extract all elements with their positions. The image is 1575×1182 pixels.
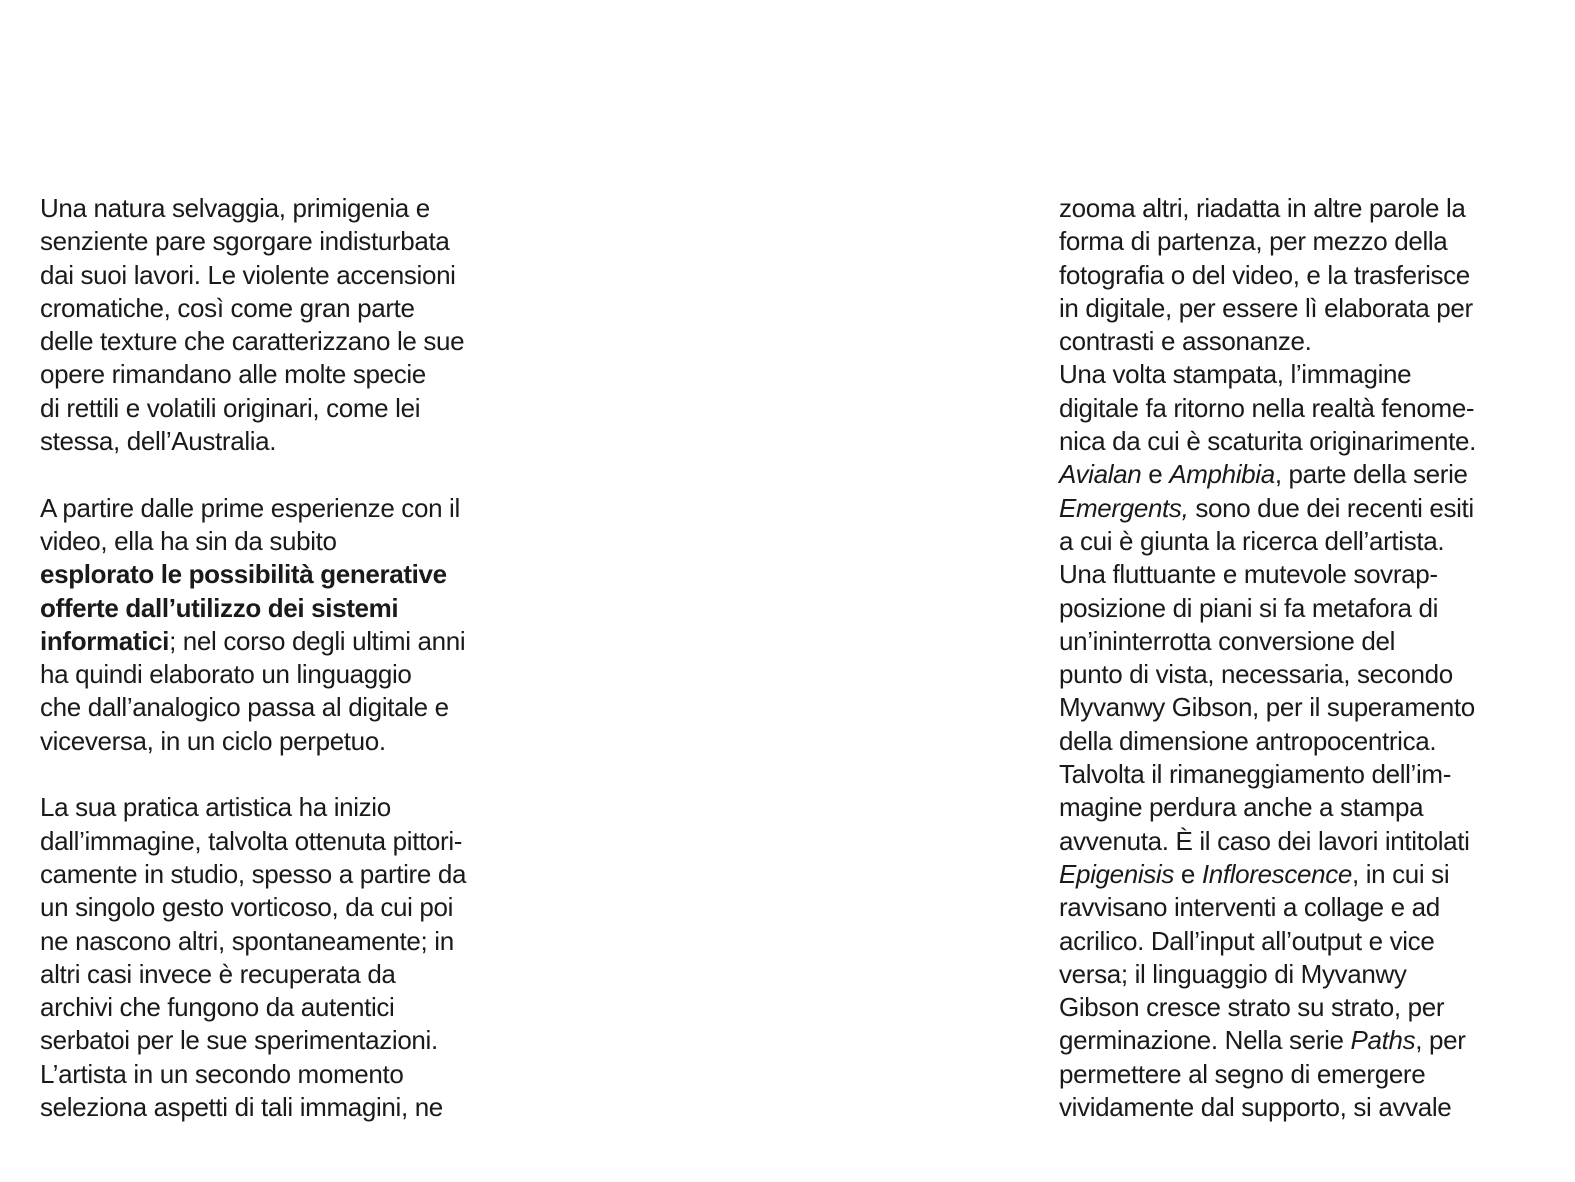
text-run: Talvolta il rimaneggiamento dell’im- (1059, 759, 1452, 790)
text-line (1059, 259, 1549, 292)
text-run: Una natura selvaggia, primigenia e (40, 193, 430, 223)
bold-text: informatici (40, 625, 170, 656)
text-line (1059, 925, 1549, 958)
text-line (1059, 392, 1549, 425)
text-line (40, 592, 530, 625)
text-line (40, 825, 530, 858)
text-run: camente in studio, spesso a partire da (40, 858, 467, 889)
text-run: opere rimandano alle molte specie (40, 359, 426, 390)
text-run: ne nascono altri, spontaneamente; in (40, 925, 454, 956)
text-run: sono due dei recenti esiti (1188, 492, 1474, 523)
text-run: posizione di piani si fa metafora di (1059, 592, 1439, 623)
paragraph-gap (40, 758, 530, 791)
text-line (40, 1091, 530, 1124)
text-line (40, 192, 530, 225)
text-line (1059, 991, 1549, 1024)
text-run: , in cui si (1351, 858, 1450, 889)
text-line (40, 425, 530, 458)
italic-title: Epigenisis (1059, 858, 1175, 889)
text-line (40, 791, 530, 824)
text-run: un singolo gesto vorticoso, da cui poi (40, 892, 454, 923)
text-run: permettere al segno di emergere (1059, 1058, 1426, 1089)
text-run: altri casi invece è recuperata da (40, 958, 396, 989)
text-line (40, 525, 530, 558)
text-run: serbatoi per le sue sperimentazioni. (40, 1025, 438, 1056)
text-run: seleziona aspetti di tali immagini, ne (40, 1092, 443, 1123)
text-run: magine perdura anche a stampa (1059, 792, 1424, 823)
text-line (40, 225, 530, 258)
text-line (40, 725, 530, 758)
text-line (1059, 425, 1549, 458)
text-run: Una fluttuante e mutevole sovrap- (1059, 559, 1438, 590)
text-line (40, 691, 530, 724)
text-line (40, 259, 530, 292)
text-run: stessa, dell’Australia. (40, 426, 277, 457)
text-run: fotografia o del video, e la trasferisce (1059, 259, 1470, 290)
text-line (1059, 691, 1549, 724)
italic-title: Amphibia (1169, 459, 1275, 490)
text-line (40, 558, 530, 591)
text-line (1059, 891, 1549, 924)
text-line (1059, 625, 1549, 658)
text-run: archivi che fungono da autentici (40, 992, 395, 1023)
text-run: ravvisano interventi a collage e ad (1059, 892, 1440, 923)
text-run: punto di vista, necessaria, secondo (1059, 659, 1453, 690)
text-run: cromatiche, così come gran parte (40, 292, 415, 323)
text-run: in digitale, per essere lì elaborata per (1059, 292, 1473, 323)
text-run: La sua pratica artistica ha inizio (40, 792, 391, 823)
text-run: dall’immagine, talvolta ottenuta pittori- (40, 825, 463, 856)
text-line (1059, 458, 1549, 491)
text-run: , per (1415, 1025, 1466, 1056)
text-line (40, 891, 530, 924)
text-run: forma di partenza, per mezzo della (1059, 226, 1448, 257)
text-line (1059, 658, 1549, 691)
text-column-left (40, 192, 530, 1124)
text-run: avvenuta. È il caso dei lavori intitolati (1059, 825, 1470, 856)
text-line (40, 658, 530, 691)
italic-title: Emergents, (1059, 492, 1189, 523)
text-line (1059, 558, 1549, 591)
text-line (1059, 758, 1549, 791)
text-line (40, 492, 530, 525)
text-run: viceversa, in un ciclo perpetuo. (40, 725, 386, 756)
text-run: ; nel corso degli ultimi anni (169, 625, 466, 656)
text-run: Myvanwy Gibson, per il superamento (1059, 692, 1475, 723)
text-line (1059, 325, 1549, 358)
text-line (40, 958, 530, 991)
text-run: di rettili e volatili originari, come lei (40, 392, 421, 423)
paragraph-gap (40, 458, 530, 491)
text-line (1059, 1091, 1549, 1124)
italic-title: Avialan (1059, 459, 1142, 490)
text-run: della dimensione antropocentrica. (1059, 725, 1437, 756)
text-line (40, 925, 530, 958)
text-line (1059, 192, 1549, 225)
text-run: digitale fa ritorno nella realtà fenome- (1059, 392, 1475, 423)
text-line (1059, 492, 1549, 525)
text-line (40, 1024, 530, 1057)
text-run: delle texture che caratterizzano le sue (40, 326, 465, 357)
text-line (1059, 592, 1549, 625)
text-run: contrasti e assonanze. (1059, 326, 1312, 357)
text-run: A partire dalle prime esperienze con il (40, 492, 460, 523)
text-column-right (1059, 192, 1549, 1124)
text-run: germinazione. Nella serie (1059, 1025, 1351, 1056)
italic-title: Paths (1350, 1025, 1416, 1056)
text-line (1059, 358, 1549, 391)
text-run: a cui è giunta la ricerca dell’artista. (1059, 525, 1445, 556)
italic-title: Inflorescence (1201, 858, 1352, 889)
text-line (40, 625, 530, 658)
text-run: e (1141, 459, 1170, 490)
text-run: vividamente dal supporto, si avvale (1059, 1092, 1452, 1123)
text-run: acrilico. Dall’input all’output e vice (1059, 925, 1435, 956)
text-run: , parte della serie (1274, 459, 1468, 490)
text-line (40, 325, 530, 358)
text-run: e (1174, 858, 1202, 889)
text-line (1059, 725, 1549, 758)
text-line (1059, 858, 1549, 891)
text-line (1059, 292, 1549, 325)
text-run: Una volta stampata, l’immagine (1059, 359, 1412, 390)
text-run: dai suoi lavori. Le violente accensioni (40, 259, 456, 290)
bold-text: offerte dall’utilizzo dei sistemi (40, 592, 399, 623)
text-line (40, 1058, 530, 1091)
text-run: zooma altri, riadatta in altre parole la (1059, 193, 1466, 223)
text-line (1059, 1024, 1549, 1057)
text-run: senziente pare sgorgare indisturbata (40, 226, 450, 257)
text-line (40, 292, 530, 325)
text-run: ha quindi elaborato un linguaggio (40, 659, 412, 690)
text-run: Gibson cresce strato su strato, per (1059, 992, 1445, 1023)
text-line (1059, 825, 1549, 858)
text-line (1059, 958, 1549, 991)
text-run: video, ella ha sin da subito (40, 525, 337, 556)
text-line (40, 858, 530, 891)
text-run: nica da cui è scaturita originarimente. (1059, 426, 1477, 457)
text-line (1059, 525, 1549, 558)
text-run: un’ininterrotta conversione del (1059, 625, 1396, 656)
text-line (1059, 1058, 1549, 1091)
text-run: L’artista in un secondo momento (40, 1058, 404, 1089)
text-line (40, 392, 530, 425)
text-line (40, 991, 530, 1024)
text-run: versa; il linguaggio di Myvanwy (1059, 958, 1407, 989)
text-line (40, 358, 530, 391)
text-line (1059, 225, 1549, 258)
text-run: che dall’analogico passa al digitale e (40, 692, 449, 723)
text-line (1059, 791, 1549, 824)
bold-text: esplorato le possibilità generative (40, 559, 447, 590)
